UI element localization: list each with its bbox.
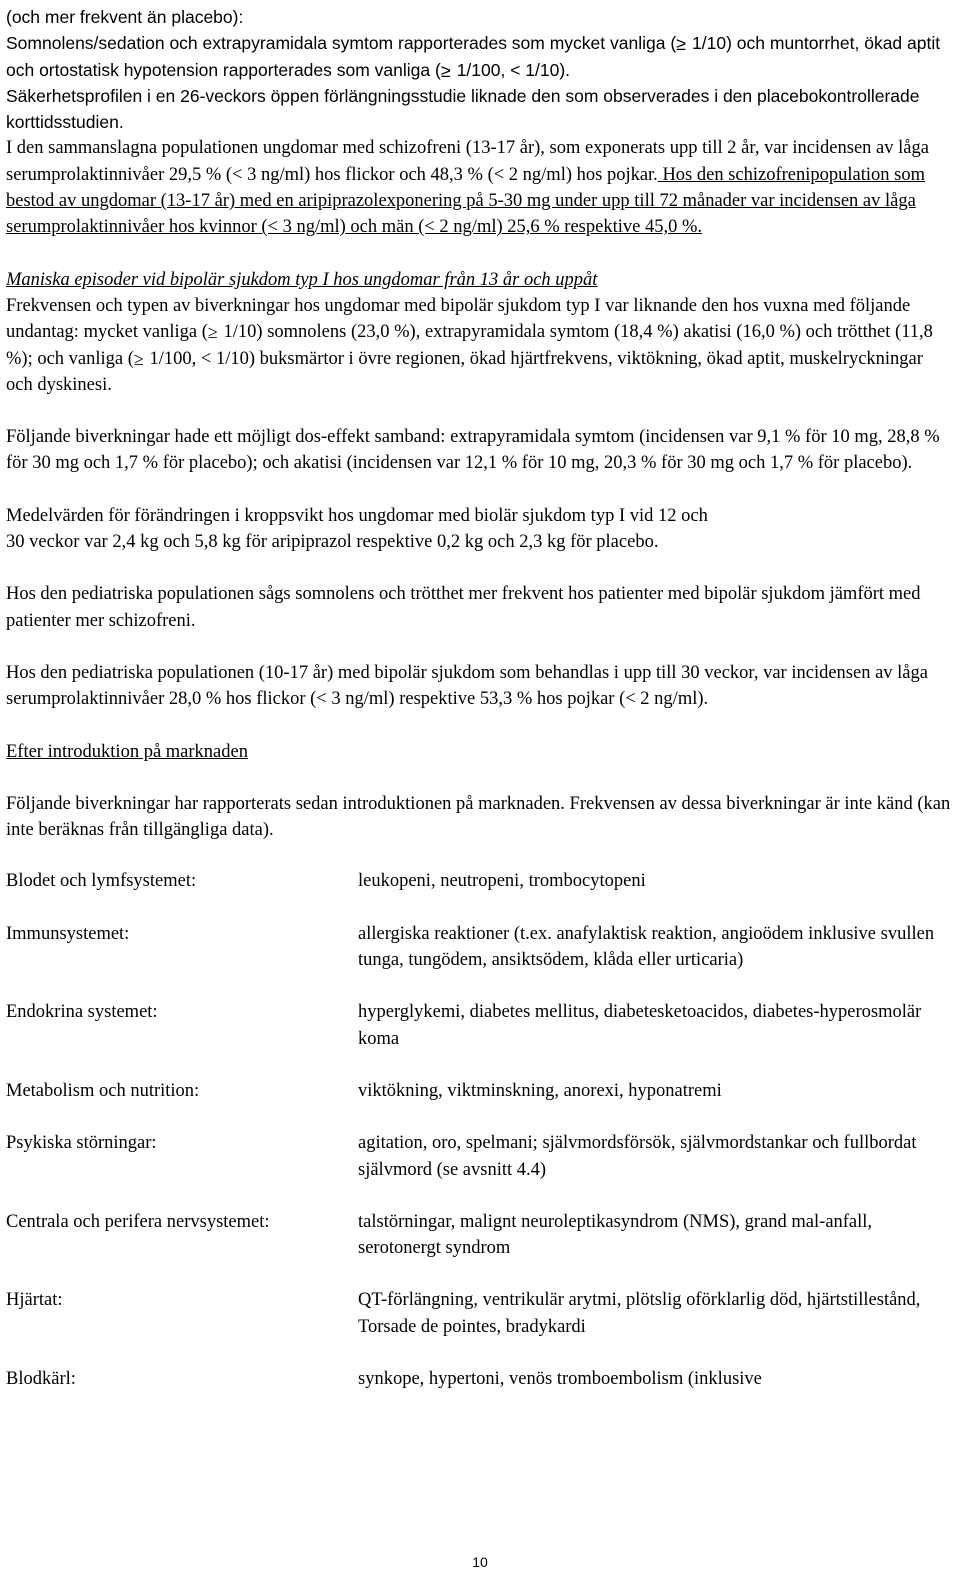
organ-class-label: Immunsystemet:: [6, 923, 130, 944]
section-heading-mania: Maniska episoder vid bipolär sjukdom typ I hos ungdomar från 13 år och uppåt: [6, 269, 598, 290]
mania-p3-line-2: 30 veckor var 2,4 kg och 5,8 kg för aripiprazol respektive 0,2 kg och 2,3 kg för placebo.: [6, 532, 659, 553]
table-row: [6, 868, 954, 894]
intro-line-1: (och mer frekvent än placebo):: [6, 7, 244, 27]
organ-class-label: Endokrina systemet:: [6, 1002, 158, 1023]
organ-class-label: Metabolism och nutrition:: [6, 1080, 200, 1101]
intro-line-4-underlined: Hos den schizofrenipopulation som bestod av ungdomar (13-17 år) med en aripiprazolexponering på 5-30 mg under upp till 72 månader var incidensen av låga serumprolaktinnivåer hos kvinnor (< 3 ng/ml) och män (< 2 ng/ml) 25,6 % respektive 45,0 %.: [6, 164, 925, 238]
reaction-list: QT-förlängning, ventrikulär arytmi, plötslig oförklarlig död, hjärtstillestånd, Torsade de pointes, bradykardi: [358, 1290, 921, 1337]
intro-line-4-part-a: I den sammanslagna populationen ungdomar med schizofreni (13-17 år), som exponerats upp till 2 år, var incidensen av låga serumprolaktinnivåer 29,5 % (< 3 ng/ml) hos flickor och 48,3 % (< 2 ng/ml) hos pojkar.: [6, 138, 929, 185]
reaction-list: leukopeni, neutropeni, trombocytopeni: [358, 871, 646, 892]
table-row: [6, 1209, 954, 1262]
organ-class-label: Psykiska störningar:: [6, 1133, 157, 1154]
intro-line-2-part-b: 1/10) och muntorrhet, ökad aptit och ortostatisk hypotension rapporterades som vanliga (: [6, 33, 941, 80]
organ-class-label: Blodkärl:: [6, 1368, 76, 1389]
intro-section: [6, 4, 954, 135]
mania-p1-part-a: Frekvensen och typen av biverkningar hos ungdomar med bipolär sjukdom typ I var liknande den hos vuxna med följande undantag: mycket vanliga (: [6, 295, 911, 343]
mania-p1-part-c: 1/100, < 1/10) buksmärtor i övre regionen, ökad hjärtfrekvens, viktökning, ökad aptit, muskelryckningar och dyskinesi.: [6, 348, 923, 395]
document-page: [6, 4, 954, 1418]
mania-paragraph-4: Hos den pediatriska populationen sågs somnolens och trötthet mer frekvent hos patienter med bipolär sjukdom jämfört med patienter mer schizofreni.: [6, 584, 921, 631]
reaction-list: hyperglykemi, diabetes mellitus, diabetesketoacidos, diabetes-hyperosmolär koma: [358, 1002, 922, 1049]
reaction-list: viktökning, viktminskning, anorexi, hyponatremi: [358, 1080, 722, 1101]
greater-equal-symbol: [134, 352, 145, 366]
mania-paragraph-5: Hos den pediatriska populationen (10-17 år) med bipolär sjukdom som behandlas i upp till 30 veckor, var incidensen av låga serumprolaktinnivåer 28,0 % hos flickor (< 3 ng/ml) respektive 53,3 % hos pojkar (< 2 ng/ml).: [6, 662, 928, 710]
mania-paragraph-2: Följande biverkningar hade ett möjligt dos-effekt samband: extrapyramidala symtom (incidensen var 9,1 % för 10 mg, 28,8 % för 30 mg och 1,7 % för placebo); och akatisi (incidensen var 12,1 % för 10 mg, 20,3 % för 30 mg och 1,7 % för placebo).: [6, 427, 940, 474]
table-row: [6, 1366, 954, 1392]
table-row: [6, 921, 954, 974]
table-row: [6, 999, 954, 1052]
table-row: [6, 1287, 954, 1340]
reaction-list: talstörningar, malignt neuroleptikasyndrom (NMS), grand mal-anfall, serotonergt syndrom: [358, 1211, 873, 1259]
reaction-list: synkope, hypertoni, venös tromboembolism (inklusive: [358, 1368, 762, 1389]
mania-paragraph-3: [6, 503, 954, 556]
mania-p3-line-1: Medelvärden för förändringen i kroppsvikt hos ungdomar med biolär sjukdom typ I vid 12 och: [6, 505, 708, 526]
intro-line-2-part-a: Somnolens/sedation och extrapyramidala symtom rapporterades som mycket vanliga (: [6, 33, 677, 54]
post-marketing-paragraph: Följande biverkningar har rapporterats sedan introduktionen på marknaden. Frekvensen av dessa biverkningar är inte känd (kan inte beräknas från tillgängliga data).: [6, 793, 951, 841]
organ-class-label: Centrala och perifera nervsystemet:: [6, 1211, 270, 1232]
reaction-list: agitation, oro, spelmani; självmordsförsök, självmordstankar och fullbordat självmord (se avsnitt 4.4): [358, 1133, 917, 1180]
intro-line-2-part-c: 1/100, < 1/10).: [451, 59, 571, 80]
greater-equal-symbol: [441, 64, 452, 78]
mania-p1-part-b: 1/10) somnolens (23,0 %), extrapyramidala symtom (18,4 %) akatisi (16,0 %) och trötthet (11,8 %); och vanliga (: [6, 322, 933, 369]
table-row: [6, 1078, 954, 1104]
page-number: 10: [472, 1554, 488, 1570]
table-row: [6, 1130, 954, 1183]
reaction-list: allergiska reaktioner (t.ex. anafylaktisk reaktion, angioödem inklusive svullen tunga, tungödem, ansiktsödem, klåda eller urticaria): [358, 923, 935, 971]
intro-line-4: [6, 135, 954, 240]
organ-class-label: Blodet och lymfsystemet:: [6, 871, 197, 892]
adverse-reactions-table: [6, 868, 954, 1392]
organ-class-label: Hjärtat:: [6, 1290, 63, 1311]
greater-equal-symbol: [208, 325, 219, 339]
intro-line-3: Säkerhetsprofilen i en 26-veckors öppen förlängningsstudie liknade den som observerades i den placebokontrollerade korttidsstudien.: [6, 85, 920, 133]
section-heading-post-marketing: Efter introduktion på marknaden: [6, 741, 248, 762]
greater-equal-symbol: [676, 37, 687, 51]
intro-line-2: [6, 30, 954, 83]
mania-paragraph-1: [6, 293, 954, 398]
